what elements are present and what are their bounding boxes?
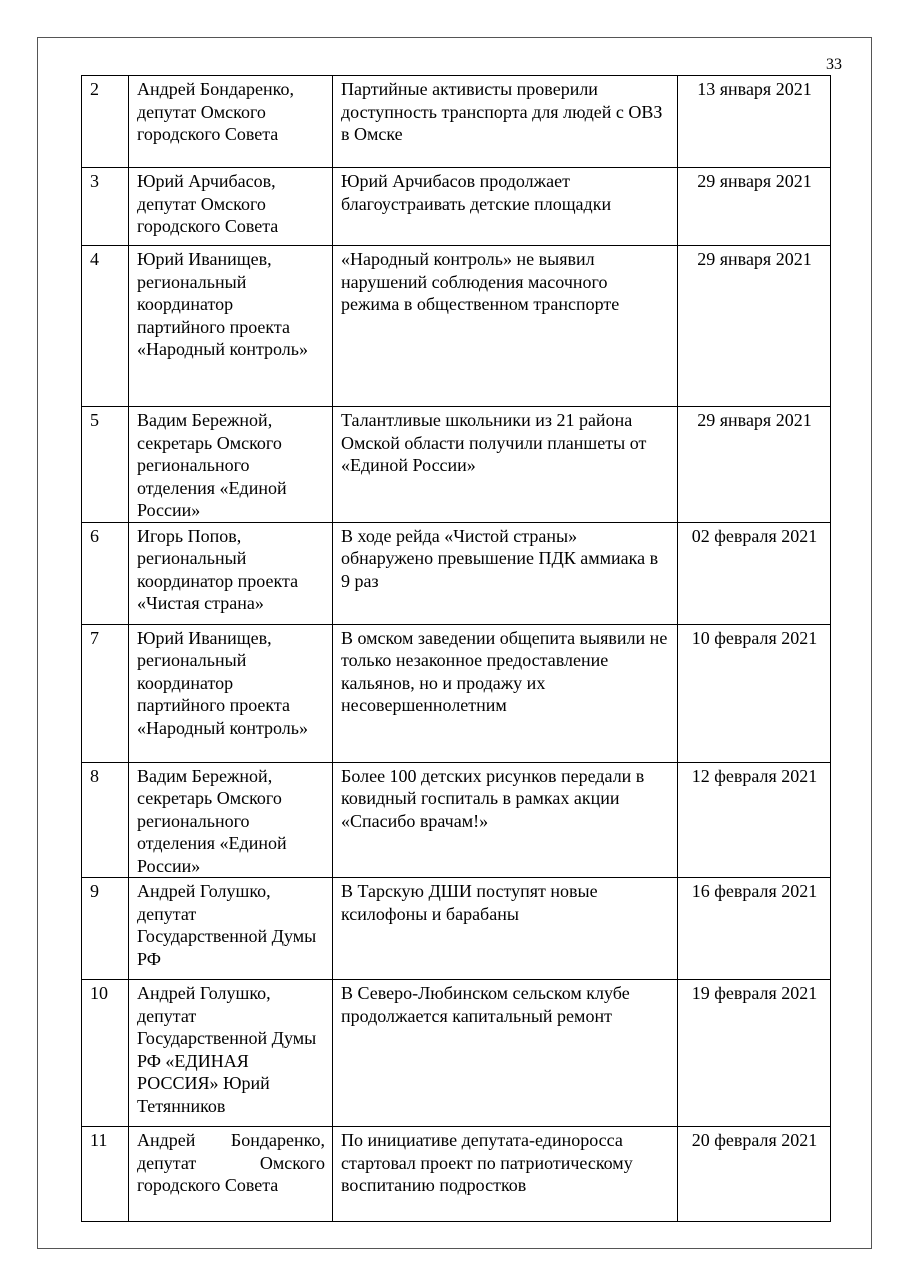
table-row: [82, 624, 831, 762]
row-number: 8: [82, 762, 129, 878]
table-row: [82, 762, 831, 878]
table-row: [82, 878, 831, 980]
row-title: Юрий Арчибасов продолжает благоустраивать детские площадки: [333, 168, 678, 246]
page-number: 33: [826, 56, 842, 73]
row-person: Вадим Бережной, секретарь Омского регионального отделения «Единой России»: [129, 407, 333, 523]
row-title: В омском заведении общепита выявили не только незаконное предоставление кальянов, но и продажу их несовершеннолетним: [333, 624, 678, 762]
table-row: [82, 246, 831, 407]
row-title: Талантливые школьники из 21 района Омской области получили планшеты от «Единой России»: [333, 407, 678, 523]
row-date: 13 января 2021: [678, 76, 831, 168]
person-line: [137, 1152, 325, 1175]
row-date: 29 января 2021: [678, 168, 831, 246]
row-person: Юрий Иванищев, региональный координатор партийного проекта «Народный контроль»: [129, 624, 333, 762]
row-number: 11: [82, 1127, 129, 1222]
row-person: Андрей Голушко, депутат Государственной Думы РФ: [129, 878, 333, 980]
row-number: 6: [82, 522, 129, 624]
row-person: [129, 1127, 333, 1222]
row-title: По инициативе депутата-единоросса стартовал проект по патриотическому воспитанию подростков: [333, 1127, 678, 1222]
table-row: [82, 980, 831, 1127]
row-title: «Народный контроль» не выявил нарушений соблюдения масочного режима в общественном транспорте: [333, 246, 678, 407]
person-word: Омского: [259, 1152, 325, 1173]
row-date: 10 февраля 2021: [678, 624, 831, 762]
events-table: [81, 75, 831, 1222]
person-line: [137, 1174, 325, 1197]
row-title: В Северо-Любинском сельском клубе продолжается капитальный ремонт: [333, 980, 678, 1127]
row-date: 19 февраля 2021: [678, 980, 831, 1127]
row-date: 20 февраля 2021: [678, 1127, 831, 1222]
row-date: 12 февраля 2021: [678, 762, 831, 878]
row-person: Юрий Арчибасов, депутат Омского городского Совета: [129, 168, 333, 246]
row-title: Партийные активисты проверили доступность транспорта для людей с ОВЗ в Омске: [333, 76, 678, 168]
person-line: [137, 1129, 325, 1152]
row-number: 10: [82, 980, 129, 1127]
table-row: [82, 1127, 831, 1222]
row-date: 29 января 2021: [678, 246, 831, 407]
row-number: 2: [82, 76, 129, 168]
row-date: 29 января 2021: [678, 407, 831, 523]
table-row: [82, 522, 831, 624]
row-number: 3: [82, 168, 129, 246]
row-title: В Тарскую ДШИ поступят новые ксилофоны и барабаны: [333, 878, 678, 980]
row-title: В ходе рейда «Чистой страны» обнаружено превышение ПДК аммиака в 9 раз: [333, 522, 678, 624]
table-row: [82, 407, 831, 523]
person-word: Бондаренко,: [230, 1130, 325, 1150]
row-person: Юрий Иванищев, региональный координатор партийного проекта «Народный контроль»: [129, 246, 333, 407]
row-person: Вадим Бережной, секретарь Омского регионального отделения «Единой России»: [129, 762, 333, 878]
person-line-3: городского Совета: [137, 1175, 279, 1195]
table-row: [82, 168, 831, 246]
person-line-2: депутат: [137, 1152, 197, 1173]
row-person: Андрей Голушко, депутат Государственной Думы РФ «ЕДИНАЯ РОССИЯ» Юрий Тетянников: [129, 980, 333, 1127]
row-date: 16 февраля 2021: [678, 878, 831, 980]
row-number: 7: [82, 624, 129, 762]
row-person: Андрей Бондаренко, депутат Омского городского Совета: [129, 76, 333, 168]
row-person: Игорь Попов, региональный координатор проекта «Чистая страна»: [129, 522, 333, 624]
row-title: Более 100 детских рисунков передали в ковидный госпиталь в рамках акции «Спасибо врачам!»: [333, 762, 678, 878]
person-line-1: Андрей: [137, 1130, 196, 1150]
table-row: [82, 76, 831, 168]
row-number: 9: [82, 878, 129, 980]
row-number: 5: [82, 407, 129, 523]
row-number: 4: [82, 246, 129, 407]
row-date: 02 февраля 2021: [678, 522, 831, 624]
